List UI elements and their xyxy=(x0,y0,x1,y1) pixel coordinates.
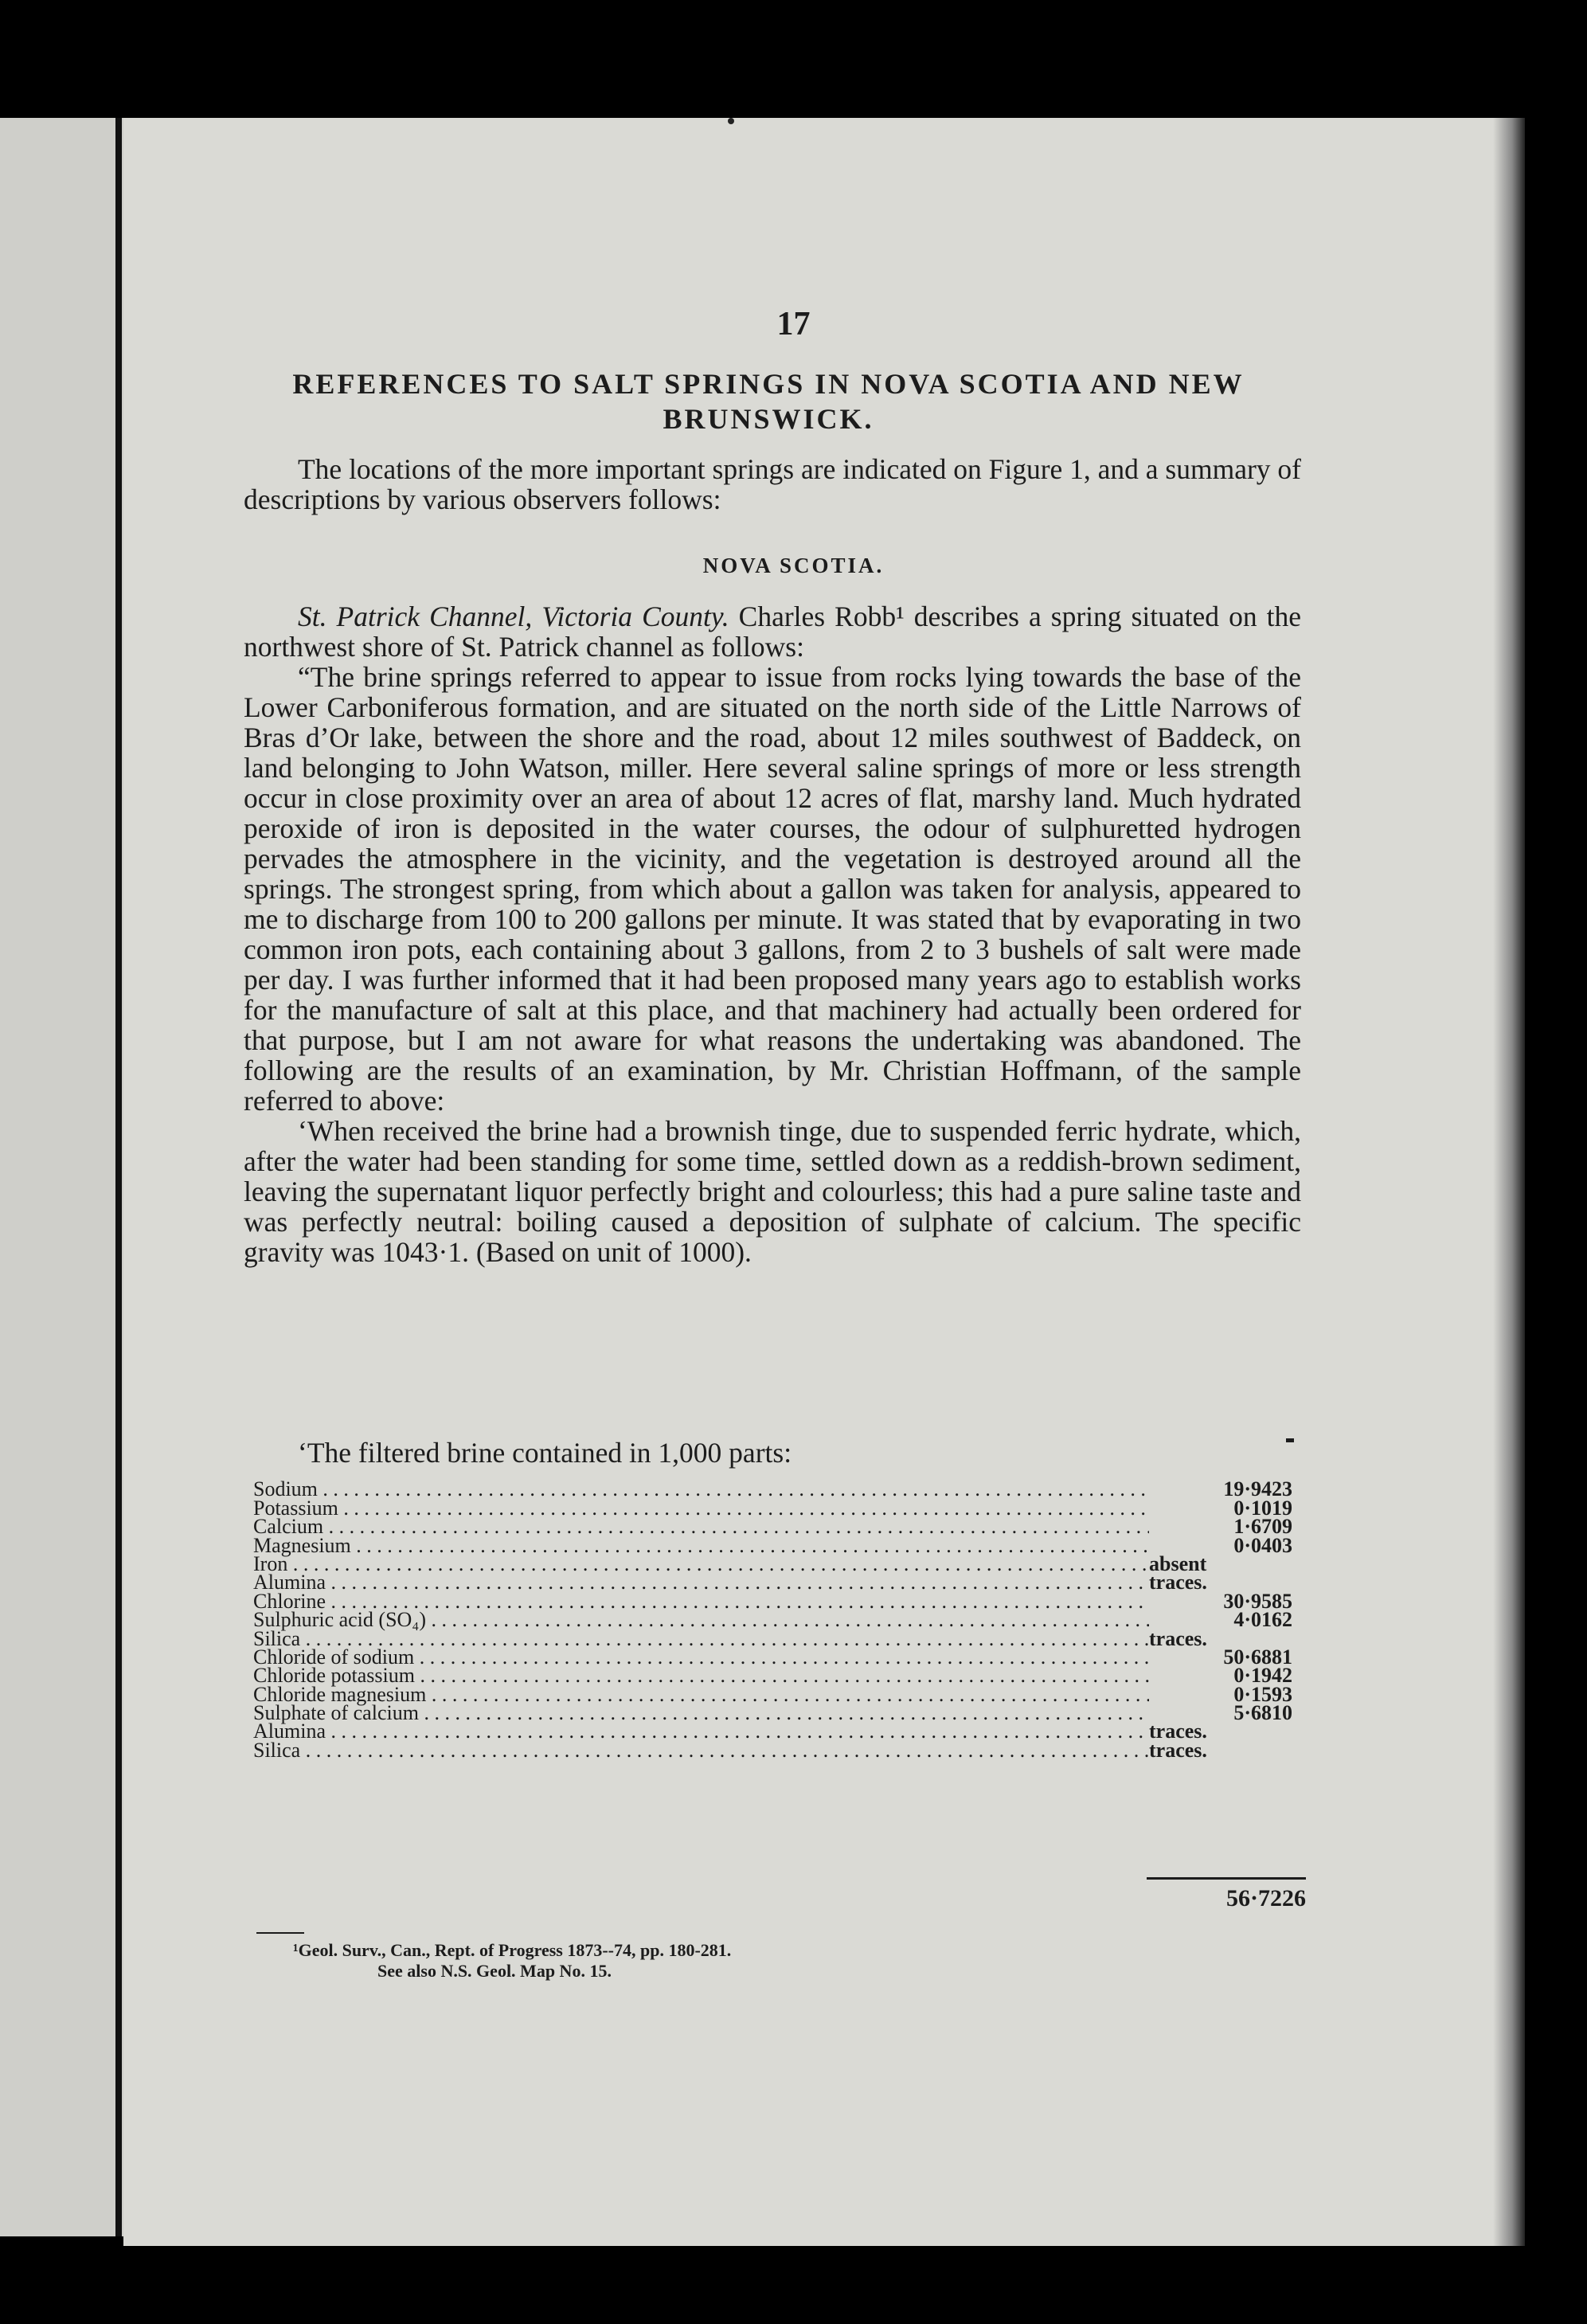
analysis-value: traces. xyxy=(1149,1738,1207,1762)
analysis-label: Potassium . . . xyxy=(253,1497,1149,1520)
intro-text: The locations of the more important springs are indicated on Figure 1, and a summary of descriptions by various observers follows: xyxy=(244,453,1301,515)
analysis-value: 0·1019 xyxy=(1233,1496,1292,1520)
spring-paragraph xyxy=(244,601,1301,662)
page-gutter xyxy=(115,118,122,2236)
analysis-value: 19·9423 xyxy=(1223,1477,1292,1501)
spring-description: Charles Robb¹ describes a spring situated on the northwest shore of St. Patrick channel as follows: xyxy=(244,601,1302,663)
analysis-label: Sulphuric acid (SO₄) . . . xyxy=(253,1608,1149,1632)
analysis-label: Magnesium . . . xyxy=(253,1534,1149,1558)
analysis-label: Chloride of sodium . . . xyxy=(253,1645,1149,1669)
analysis-label: Sodium . . . xyxy=(253,1477,1149,1501)
analysis-value: 0·0403 xyxy=(1233,1533,1292,1557)
analysis-value: traces. xyxy=(1149,1720,1207,1743)
spring-section xyxy=(244,601,1301,1267)
analysis-label: Chloride potassium . . . xyxy=(253,1664,1149,1688)
intro-paragraph xyxy=(244,454,1301,514)
footnote xyxy=(293,1940,1010,1982)
quote-paragraph-1: “The brine springs referred to appear to issue from rocks lying towards the base of the Lower Carboniferous formation, and are situated on the north side of the Little Narrows of Bras d’Or lake, between the shore and the road, about 12 miles southwest of Baddeck, on land belonging to John Watson, miller. Here several saline springs of more or less strength occur in close proximity over an area of about 12 acres of flat, marshy land. Much hydrated peroxide of iron is deposited in the water courses, the odour of sulphuretted hydrogen pervades the atmosphere in the vicinity, and the vegetation is destroyed around all the springs. The strongest spring, from which about a gallon was taken for analysis, appeared to me to discharge from 100 to 200 gallons per minute. It was stated that by evaporating in two common iron pots, each containing about 3 gallons, from 2 to 3 bushels of salt were made per day. I was further informed that it had been proposed many years ago to establish works for the manufacture of salt at this place, and that machinery had actually been ordered for that purpose, but I am not aware for what reasons the undertaking was abandoned. The following are the results of an examination, by Mr. Christian Hoffmann, of the sample referred to above: xyxy=(244,661,1301,1117)
footnote-rule xyxy=(256,1932,304,1934)
section-heading xyxy=(239,366,1298,436)
analysis-label: Calcium . . . xyxy=(253,1515,1149,1539)
page-number: 17 xyxy=(776,306,811,342)
footnote-line-1: ¹Geol. Surv., Can., Rept. of Progress 1873--74, pp. 180-281. xyxy=(293,1940,732,1960)
filtered-intro: ‘The filtered brine contained in 1,000 parts: xyxy=(298,1437,792,1469)
analysis-value: 4·0162 xyxy=(1233,1608,1292,1632)
analysis-label: Silica . . . xyxy=(253,1627,1149,1651)
analysis-label: Iron . . . xyxy=(253,1552,1149,1576)
analysis-label: Alumina . . . xyxy=(253,1720,1149,1743)
analysis-label: Alumina . . . xyxy=(253,1571,1149,1594)
analysis-value: traces. xyxy=(1149,1626,1207,1650)
analysis-label: Silica . . . xyxy=(253,1739,1149,1763)
analysis-value: 1·6709 xyxy=(1233,1515,1292,1539)
analysis-value: absent xyxy=(1149,1551,1207,1575)
analysis-value: 0·1942 xyxy=(1233,1664,1292,1688)
analysis-value: traces. xyxy=(1149,1571,1207,1594)
analysis-value: 50·6881 xyxy=(1223,1645,1292,1669)
analysis-value: 5·6810 xyxy=(1233,1701,1292,1725)
spring-name: St. Patrick Channel, Victoria County. xyxy=(298,601,729,632)
total-rule xyxy=(1147,1877,1306,1880)
analysis-label: Chlorine . . . xyxy=(253,1590,1149,1614)
footnote-line-2: See also N.S. Geol. Map No. 15. xyxy=(377,1961,612,1981)
facing-page-edge xyxy=(0,118,123,2236)
analysis-value: 0·1593 xyxy=(1233,1682,1292,1706)
heading-line-1: REFERENCES TO SALT SPRINGS IN NOVA SCOTIA AND NEW xyxy=(292,368,1245,400)
page-shadow xyxy=(1493,118,1525,2246)
analysis-value: 30·9585 xyxy=(1223,1589,1292,1613)
analysis-row xyxy=(253,1738,1292,1762)
quote-paragraph-2: ‘When received the brine had a brownish tinge, due to suspended ferric hydrate, which, after the water had been standing for some time, settled down as a reddish-brown sediment, leaving the supernatant liquor perfectly bright and colourless; this had a pure saline taste and was perfectly neutral: boiling caused a deposition of sulphate of calcium. The specific gravity was 1043·1. (Based on unit of 1000). xyxy=(244,1115,1301,1268)
analysis-total: 56·7226 xyxy=(1225,1885,1306,1911)
subheading-nova-scotia: NOVA SCOTIA. xyxy=(702,554,885,577)
analysis-table xyxy=(253,1477,1292,1763)
filtered-intro-paragraph xyxy=(244,1438,1301,1468)
analysis-label: Sulphate of calcium . . . xyxy=(253,1701,1149,1725)
scan-speck xyxy=(728,118,734,124)
analysis-label: Chloride magnesium . . . xyxy=(253,1683,1149,1707)
heading-line-2: BRUNSWICK. xyxy=(663,403,874,435)
